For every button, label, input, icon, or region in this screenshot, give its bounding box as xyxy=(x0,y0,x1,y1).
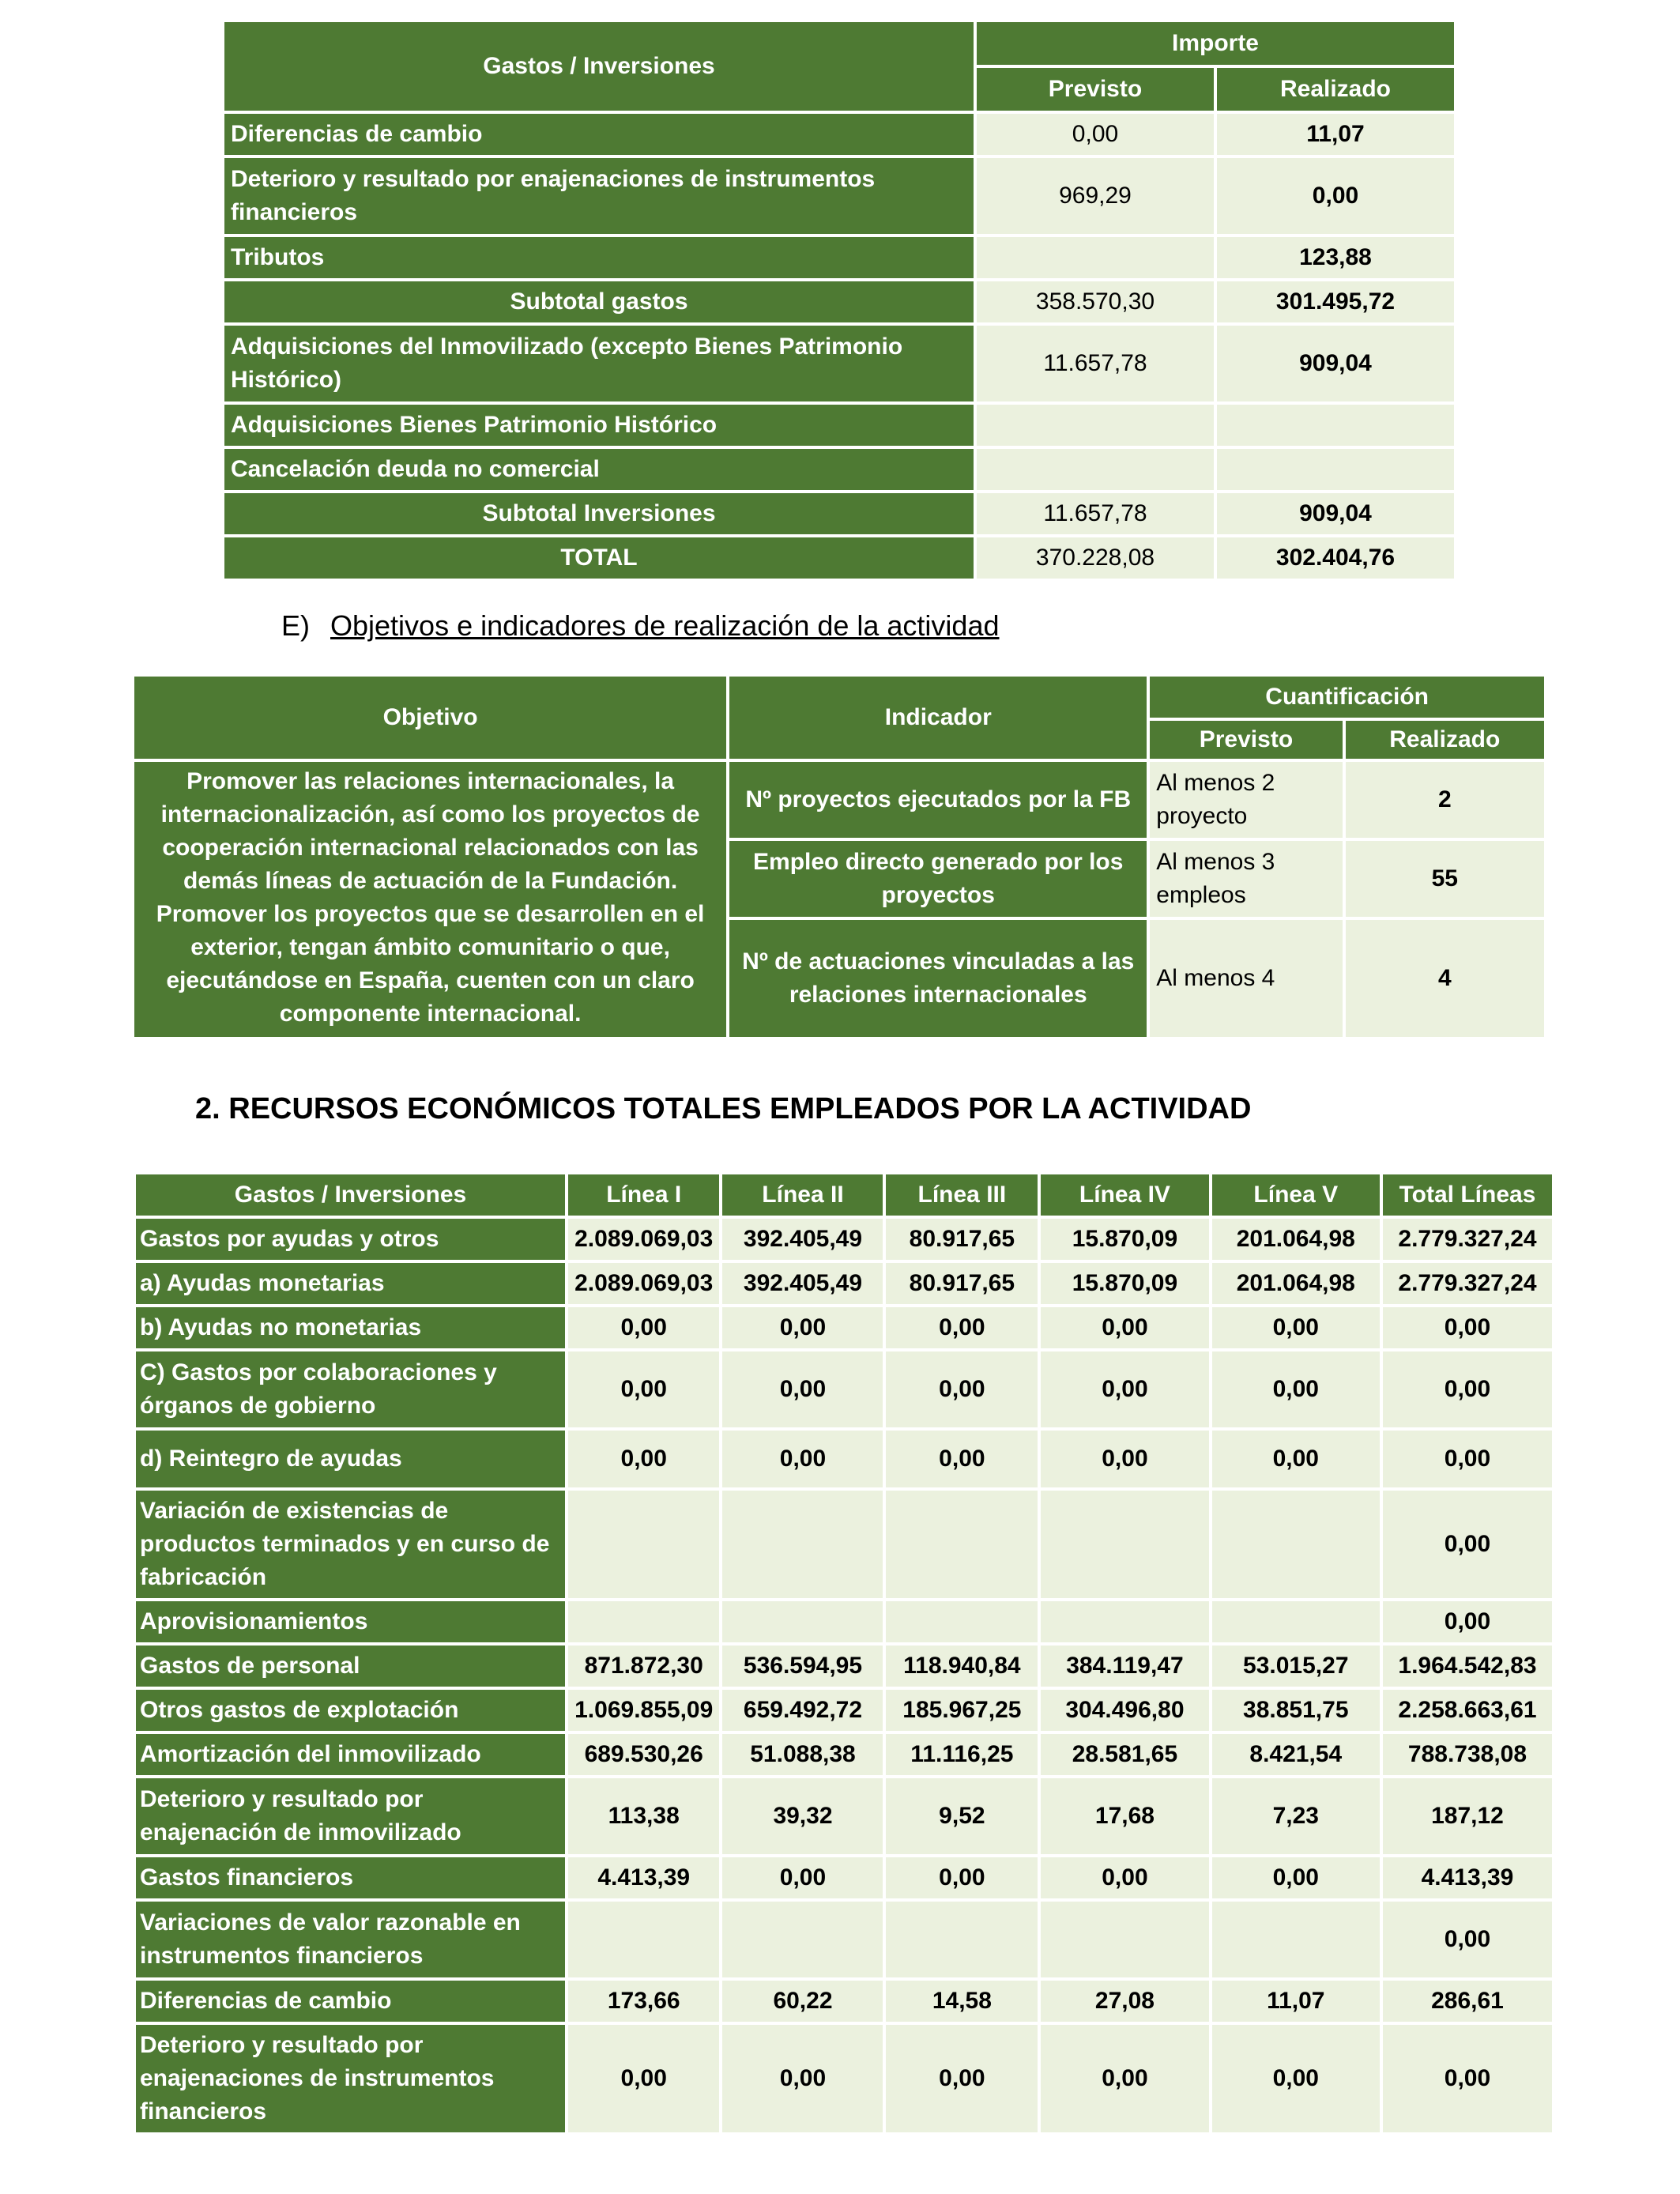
cell-previsto: 0,00 xyxy=(977,114,1214,155)
row-label: Gastos por ayudas y otros xyxy=(136,1219,565,1260)
value-cell: 871.872,30 xyxy=(568,1646,720,1687)
value-cell: 15.870,09 xyxy=(1041,1219,1208,1260)
indicador-cell: Nº proyectos ejecutados por la FB xyxy=(729,762,1147,838)
table-row xyxy=(136,1902,1552,1977)
value-cell: 0,00 xyxy=(886,2025,1038,2132)
row-label: Subtotal gastos xyxy=(224,281,974,322)
value-cell: 9,52 xyxy=(886,1778,1038,1854)
value-cell: 0,00 xyxy=(568,1431,720,1487)
value-cell xyxy=(1212,1491,1380,1598)
indicador-cell: Nº de actuaciones vinculadas a las relaciones internacionales xyxy=(729,920,1147,1037)
table-row xyxy=(224,493,1454,534)
section-e-heading xyxy=(281,607,1000,645)
value-cell: 392.405,49 xyxy=(722,1219,883,1260)
row-label: Adquisiciones del Inmovilizado (excepto Bienes Patrimonio Histórico) xyxy=(224,326,974,401)
header-realizado: Realizado xyxy=(1217,68,1454,111)
value-cell xyxy=(886,1601,1038,1642)
table-row xyxy=(136,1219,1552,1260)
value-cell: 173,66 xyxy=(568,1981,720,2022)
cell-previsto: 969,29 xyxy=(977,158,1214,234)
gastos-inversiones-table xyxy=(221,19,1457,582)
value-cell: 392.405,49 xyxy=(722,1263,883,1304)
table-row xyxy=(136,1778,1552,1854)
table-row xyxy=(136,1491,1552,1598)
table-row xyxy=(136,1307,1552,1348)
realizado-cell: 2 xyxy=(1346,762,1544,838)
value-cell: 15.870,09 xyxy=(1041,1263,1208,1304)
value-cell xyxy=(1212,1601,1380,1642)
value-cell: 0,00 xyxy=(722,1307,883,1348)
cell-realizado: 909,04 xyxy=(1217,493,1454,534)
value-cell: 2.779.327,24 xyxy=(1383,1263,1552,1304)
value-cell: 0,00 xyxy=(1041,1857,1208,1898)
value-cell: 38.851,75 xyxy=(1212,1690,1380,1731)
table-row xyxy=(224,449,1454,490)
value-cell: 0,00 xyxy=(886,1857,1038,1898)
value-cell: 0,00 xyxy=(722,1857,883,1898)
cell-realizado: 301.495,72 xyxy=(1217,281,1454,322)
previsto-cell: Al menos 2 proyecto xyxy=(1150,762,1342,838)
row-label: Diferencias de cambio xyxy=(136,1981,565,2022)
cell-previsto xyxy=(977,237,1214,278)
value-cell: 384.119,47 xyxy=(1041,1646,1208,1687)
section-e-letter: E) xyxy=(281,609,310,642)
previsto-cell: Al menos 4 xyxy=(1150,920,1342,1037)
value-cell: 11.116,25 xyxy=(886,1734,1038,1775)
row-label: d) Reintegro de ayudas xyxy=(136,1431,565,1487)
value-cell: 0,00 xyxy=(1383,2025,1552,2132)
table-row xyxy=(136,1263,1552,1304)
row-label: Variaciones de valor razonable en instrumentos financieros xyxy=(136,1902,565,1977)
value-cell: 51.088,38 xyxy=(722,1734,883,1775)
cell-realizado: 11,07 xyxy=(1217,114,1454,155)
value-cell: 286,61 xyxy=(1383,1981,1552,2022)
row-label: TOTAL xyxy=(224,537,974,579)
row-label: Subtotal Inversiones xyxy=(224,493,974,534)
value-cell: 0,00 xyxy=(568,2025,720,2132)
table-row xyxy=(136,1601,1552,1642)
value-cell xyxy=(1041,1902,1208,1977)
header-gastos-inversiones: Gastos / Inversiones xyxy=(136,1174,565,1216)
header-linea-ii: Línea II xyxy=(722,1174,883,1216)
table-row xyxy=(136,1351,1552,1427)
value-cell: 1.069.855,09 xyxy=(568,1690,720,1731)
table-row xyxy=(136,1981,1552,2022)
value-cell: 536.594,95 xyxy=(722,1646,883,1687)
header-previsto: Previsto xyxy=(977,68,1214,111)
row-label: Deterioro y resultado por enajenaciones de instrumentos financieros xyxy=(136,2025,565,2132)
cell-previsto: 11.657,78 xyxy=(977,493,1214,534)
header-linea-i: Línea I xyxy=(568,1174,720,1216)
table-row xyxy=(224,158,1454,234)
indicador-cell: Empleo directo generado por los proyectos xyxy=(729,841,1147,917)
value-cell: 2.258.663,61 xyxy=(1383,1690,1552,1731)
value-cell: 0,00 xyxy=(1041,2025,1208,2132)
value-cell: 0,00 xyxy=(1212,1307,1380,1348)
value-cell: 80.917,65 xyxy=(886,1219,1038,1260)
objetivos-indicadores-table xyxy=(131,673,1547,1040)
value-cell: 11,07 xyxy=(1212,1981,1380,2022)
previsto-cell: Al menos 3 empleos xyxy=(1150,841,1342,917)
row-label: Diferencias de cambio xyxy=(224,114,974,155)
table-row xyxy=(136,1646,1552,1687)
row-label: Otros gastos de explotación xyxy=(136,1690,565,1731)
value-cell xyxy=(1041,1601,1208,1642)
value-cell xyxy=(722,1491,883,1598)
row-label: Adquisiciones Bienes Patrimonio Histórico xyxy=(224,405,974,446)
recursos-economicos-table xyxy=(133,1171,1555,2136)
value-cell: 0,00 xyxy=(1212,1431,1380,1487)
row-label: b) Ayudas no monetarias xyxy=(136,1307,565,1348)
cell-realizado xyxy=(1217,449,1454,490)
value-cell: 53.015,27 xyxy=(1212,1646,1380,1687)
table-row xyxy=(224,405,1454,446)
value-cell: 0,00 xyxy=(1383,1902,1552,1977)
row-label: Deterioro y resultado por enajenación de inmovilizado xyxy=(136,1778,565,1854)
row-label: Amortización del inmovilizado xyxy=(136,1734,565,1775)
value-cell: 118.940,84 xyxy=(886,1646,1038,1687)
value-cell: 2.779.327,24 xyxy=(1383,1219,1552,1260)
row-label: Aprovisionamientos xyxy=(136,1601,565,1642)
value-cell: 0,00 xyxy=(1041,1431,1208,1487)
value-cell: 201.064,98 xyxy=(1212,1263,1380,1304)
table-row xyxy=(136,1690,1552,1731)
row-label: Gastos de personal xyxy=(136,1646,565,1687)
value-cell xyxy=(722,1601,883,1642)
value-cell: 14,58 xyxy=(886,1981,1038,2022)
value-cell: 304.496,80 xyxy=(1041,1690,1208,1731)
value-cell xyxy=(722,1902,883,1977)
value-cell: 0,00 xyxy=(1383,1491,1552,1598)
value-cell: 0,00 xyxy=(568,1307,720,1348)
value-cell: 0,00 xyxy=(886,1431,1038,1487)
value-cell xyxy=(568,1491,720,1598)
header-realizado: Realizado xyxy=(1346,721,1544,759)
cell-realizado xyxy=(1217,405,1454,446)
row-label: Deterioro y resultado por enajenaciones de instrumentos financieros xyxy=(224,158,974,234)
value-cell: 689.530,26 xyxy=(568,1734,720,1775)
value-cell xyxy=(1212,1902,1380,1977)
value-cell: 113,38 xyxy=(568,1778,720,1854)
value-cell: 0,00 xyxy=(1383,1431,1552,1487)
table-row xyxy=(224,114,1454,155)
section-e-title: Objetivos e indicadores de realización de la actividad xyxy=(330,609,1000,642)
table-row xyxy=(224,537,1454,579)
value-cell: 0,00 xyxy=(722,1351,883,1427)
value-cell: 0,00 xyxy=(1383,1307,1552,1348)
table-row xyxy=(136,1734,1552,1775)
value-cell: 0,00 xyxy=(1212,1857,1380,1898)
value-cell xyxy=(1041,1491,1208,1598)
cell-realizado: 123,88 xyxy=(1217,237,1454,278)
value-cell: 0,00 xyxy=(1212,2025,1380,2132)
header-linea-iii: Línea III xyxy=(886,1174,1038,1216)
table-row xyxy=(136,2025,1552,2132)
header-total-lineas: Total Líneas xyxy=(1383,1174,1552,1216)
header-objetivo: Objetivo xyxy=(134,677,726,759)
table-row xyxy=(136,1857,1552,1898)
table-row xyxy=(136,1431,1552,1487)
value-cell xyxy=(568,1601,720,1642)
header-linea-v: Línea V xyxy=(1212,1174,1380,1216)
objetivo-text: Promover las relaciones internacionales, la internacionalización, así como los proyectos de cooperación internacional relacionados con las demás líneas de actuación de la Fundación. Promover los proyectos que se desarrollen en el exterior, tengan ámbito comunitario o que, ejecutándose en España, cuenten con un claro componente internacional. xyxy=(134,762,726,1037)
value-cell: 0,00 xyxy=(1041,1307,1208,1348)
value-cell: 659.492,72 xyxy=(722,1690,883,1731)
header-previsto: Previsto xyxy=(1150,721,1342,759)
realizado-cell: 55 xyxy=(1346,841,1544,917)
cell-realizado: 909,04 xyxy=(1217,326,1454,401)
header-indicador: Indicador xyxy=(729,677,1147,759)
value-cell: 2.089.069,03 xyxy=(568,1263,720,1304)
cell-realizado: 302.404,76 xyxy=(1217,537,1454,579)
row-label: Tributos xyxy=(224,237,974,278)
table-row xyxy=(134,762,1544,838)
value-cell: 0,00 xyxy=(1383,1351,1552,1427)
row-label: Variación de existencias de productos terminados y en curso de fabricación xyxy=(136,1491,565,1598)
value-cell xyxy=(568,1902,720,1977)
value-cell: 7,23 xyxy=(1212,1778,1380,1854)
value-cell: 28.581,65 xyxy=(1041,1734,1208,1775)
value-cell: 60,22 xyxy=(722,1981,883,2022)
header-importe: Importe xyxy=(977,22,1454,65)
table-row xyxy=(224,237,1454,278)
cell-previsto: 11.657,78 xyxy=(977,326,1214,401)
row-label: a) Ayudas monetarias xyxy=(136,1263,565,1304)
value-cell: 0,00 xyxy=(568,1351,720,1427)
value-cell: 4.413,39 xyxy=(568,1857,720,1898)
value-cell: 788.738,08 xyxy=(1383,1734,1552,1775)
value-cell xyxy=(886,1902,1038,1977)
value-cell: 0,00 xyxy=(1212,1351,1380,1427)
value-cell: 0,00 xyxy=(1041,1351,1208,1427)
value-cell: 17,68 xyxy=(1041,1778,1208,1854)
header-gastos-inversiones: Gastos / Inversiones xyxy=(224,22,974,111)
table-row xyxy=(224,326,1454,401)
value-cell: 0,00 xyxy=(1383,1601,1552,1642)
realizado-cell: 4 xyxy=(1346,920,1544,1037)
value-cell xyxy=(886,1491,1038,1598)
cell-realizado: 0,00 xyxy=(1217,158,1454,234)
table-row xyxy=(224,281,1454,322)
header-cuantificacion: Cuantificación xyxy=(1150,677,1544,718)
value-cell: 0,00 xyxy=(886,1307,1038,1348)
value-cell: 80.917,65 xyxy=(886,1263,1038,1304)
value-cell: 0,00 xyxy=(886,1351,1038,1427)
cell-previsto xyxy=(977,449,1214,490)
value-cell: 201.064,98 xyxy=(1212,1219,1380,1260)
value-cell: 187,12 xyxy=(1383,1778,1552,1854)
section-2-heading: 2. RECURSOS ECONÓMICOS TOTALES EMPLEADOS POR LA ACTIVIDAD xyxy=(195,1092,1252,1125)
value-cell: 2.089.069,03 xyxy=(568,1219,720,1260)
value-cell: 4.413,39 xyxy=(1383,1857,1552,1898)
value-cell: 0,00 xyxy=(722,2025,883,2132)
row-label: C) Gastos por colaboraciones y órganos de gobierno xyxy=(136,1351,565,1427)
cell-previsto: 370.228,08 xyxy=(977,537,1214,579)
row-label: Gastos financieros xyxy=(136,1857,565,1898)
value-cell: 39,32 xyxy=(722,1778,883,1854)
value-cell: 1.964.542,83 xyxy=(1383,1646,1552,1687)
header-linea-iv: Línea IV xyxy=(1041,1174,1208,1216)
row-label: Cancelación deuda no comercial xyxy=(224,449,974,490)
value-cell: 27,08 xyxy=(1041,1981,1208,2022)
value-cell: 8.421,54 xyxy=(1212,1734,1380,1775)
cell-previsto xyxy=(977,405,1214,446)
value-cell: 0,00 xyxy=(722,1431,883,1487)
cell-previsto: 358.570,30 xyxy=(977,281,1214,322)
value-cell: 185.967,25 xyxy=(886,1690,1038,1731)
